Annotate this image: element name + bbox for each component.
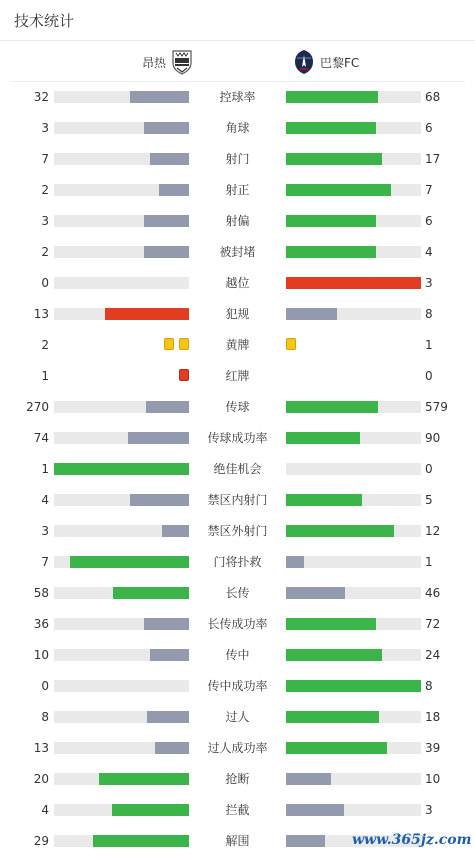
home-bar-fill (144, 246, 189, 258)
away-bar-fill (286, 122, 376, 134)
home-value: 58 (33, 586, 49, 600)
stat-row (0, 333, 475, 357)
stat-label: 拦截 (225, 803, 250, 817)
home-bar-fill (113, 587, 189, 599)
stat-label: 绝佳机会 (213, 462, 262, 476)
away-bar-fill (286, 91, 378, 103)
stat-label: 传中 (225, 648, 250, 662)
stat-row (0, 612, 475, 636)
stat-label: 传中成功率 (207, 679, 268, 693)
away-value: 3 (425, 276, 433, 290)
away-bar-fill (286, 804, 344, 816)
home-bar-track (54, 711, 189, 723)
stat-row (0, 209, 475, 233)
home-bar-track (54, 401, 189, 413)
home-bar-fill (150, 649, 189, 661)
home-bar-track (54, 618, 189, 630)
home-value: 4 (41, 803, 49, 817)
away-bar-fill (286, 773, 331, 785)
stat-row (0, 178, 475, 202)
stat-label: 传球 (225, 400, 250, 414)
stat-label: 过人 (225, 710, 250, 724)
away-bar-track (286, 494, 421, 506)
away-bar-track (286, 556, 421, 568)
section-header (0, 0, 475, 40)
home-bar-fill (130, 494, 189, 506)
home-bar-track (54, 91, 189, 103)
stat-label: 角球 (225, 121, 250, 135)
stat-row (0, 519, 475, 543)
stat-label: 传球成功率 (207, 431, 268, 445)
away-bar-fill (286, 432, 360, 444)
away-bar-fill (286, 215, 376, 227)
away-bar-track (286, 587, 421, 599)
stat-row (0, 767, 475, 791)
home-bar-track (54, 773, 189, 785)
away-bar-fill (286, 556, 304, 568)
stat-label: 射偏 (225, 214, 250, 228)
away-bar-fill (286, 308, 337, 320)
stat-row (0, 364, 475, 388)
away-bar-track (286, 153, 421, 165)
away-bar-fill (286, 277, 421, 289)
stat-label: 禁区外射门 (207, 524, 268, 538)
home-value: 3 (41, 524, 49, 538)
section-title: 技术统计 (14, 12, 75, 30)
away-bar-fill (286, 711, 379, 723)
away-value: 68 (425, 90, 441, 104)
away-team[interactable] (293, 49, 364, 75)
home-bar-track (54, 184, 189, 196)
stat-row (0, 705, 475, 729)
away-value: 17 (425, 152, 441, 166)
home-bar-fill (93, 835, 189, 847)
home-team-name: 昂热 (142, 55, 167, 70)
home-bar-fill (105, 308, 189, 320)
home-value: 2 (41, 183, 49, 197)
away-value: 0 (425, 462, 433, 476)
stat-row (0, 302, 475, 326)
home-bar-fill (144, 215, 189, 227)
teams-divider (10, 81, 465, 82)
away-bar-track (286, 680, 421, 692)
home-value: 7 (41, 555, 49, 569)
stat-row (0, 395, 475, 419)
away-bar-track (286, 463, 421, 475)
stat-row (0, 798, 475, 822)
home-value: 1 (41, 462, 49, 476)
stat-label: 被封堵 (219, 245, 256, 259)
away-bar-fill (286, 835, 325, 847)
stat-label: 长传成功率 (207, 617, 268, 631)
home-value: 3 (41, 214, 49, 228)
away-team-name: 巴黎FC (320, 55, 360, 70)
away-bar-fill (286, 742, 387, 754)
home-value: 74 (33, 431, 49, 445)
home-bar-track (54, 122, 189, 134)
home-bar-fill (70, 556, 189, 568)
away-bar-track (286, 91, 421, 103)
away-value: 10 (425, 772, 441, 786)
home-value: 29 (33, 834, 49, 848)
home-bar-track (54, 835, 189, 847)
stat-label: 射正 (225, 183, 250, 197)
home-team[interactable] (137, 49, 193, 75)
home-value: 4 (41, 493, 49, 507)
stat-row (0, 147, 475, 171)
away-value: 24 (425, 648, 441, 662)
home-bar-fill (159, 184, 189, 196)
away-bar-track (286, 184, 421, 196)
away-bar-track (286, 525, 421, 537)
away-bar-track (286, 432, 421, 444)
watermark: www.365jz.com (352, 832, 472, 848)
home-value: 2 (41, 338, 49, 352)
away-bar-fill (286, 246, 376, 258)
away-bar-fill (286, 525, 394, 537)
home-value: 32 (33, 90, 49, 104)
home-bar-track (54, 742, 189, 754)
home-value: 36 (33, 617, 49, 631)
away-bar-track (286, 711, 421, 723)
stat-row (0, 581, 475, 605)
away-value: 72 (425, 617, 441, 631)
away-bar-fill (286, 184, 391, 196)
stat-row (0, 736, 475, 760)
away-value: 6 (425, 121, 433, 135)
home-team-logo-icon (171, 49, 193, 75)
away-bar-fill (286, 618, 376, 630)
home-cards (159, 338, 189, 352)
home-value: 0 (41, 679, 49, 693)
home-value: 13 (33, 307, 49, 321)
home-bar-track (54, 153, 189, 165)
home-value: 13 (33, 741, 49, 755)
stat-label: 犯规 (225, 307, 250, 321)
home-bar-fill (112, 804, 189, 816)
away-value: 7 (425, 183, 433, 197)
stat-row (0, 85, 475, 109)
away-value: 12 (425, 524, 441, 538)
away-bar-track (286, 308, 421, 320)
home-bar-fill (146, 401, 189, 413)
away-bar-fill (286, 587, 345, 599)
away-cards (286, 338, 301, 352)
home-bar-track (54, 215, 189, 227)
stat-label: 长传 (225, 586, 250, 600)
home-bar-fill (99, 773, 189, 785)
away-value: 18 (425, 710, 441, 724)
away-value: 4 (425, 245, 433, 259)
away-value: 3 (425, 803, 433, 817)
red-card-icon (179, 369, 189, 381)
home-value: 2 (41, 245, 49, 259)
away-bar-track (286, 649, 421, 661)
home-bar-fill (147, 711, 189, 723)
home-value: 10 (33, 648, 49, 662)
home-value: 8 (41, 710, 49, 724)
stat-row (0, 116, 475, 140)
home-value: 20 (33, 772, 49, 786)
yellow-card-icon (164, 338, 174, 350)
home-bar-track (54, 308, 189, 320)
stat-row (0, 271, 475, 295)
away-bar-fill (286, 680, 421, 692)
home-bar-track (54, 246, 189, 258)
home-bar-track (54, 556, 189, 568)
home-cards (174, 369, 189, 383)
away-value: 5 (425, 493, 433, 507)
stat-label: 黄牌 (225, 338, 250, 352)
home-bar-track (54, 494, 189, 506)
away-bar-track (286, 773, 421, 785)
away-value: 90 (425, 431, 441, 445)
home-bar-fill (144, 122, 189, 134)
stat-label: 门将扑救 (213, 555, 262, 569)
away-bar-track (286, 804, 421, 816)
stat-label: 射门 (225, 152, 250, 166)
away-bar-track (286, 618, 421, 630)
home-bar-fill (144, 618, 189, 630)
stat-row (0, 457, 475, 481)
stat-label: 红牌 (225, 369, 250, 383)
home-bar-track (54, 587, 189, 599)
away-value: 1 (425, 555, 433, 569)
home-value: 7 (41, 152, 49, 166)
away-team-logo-icon (293, 49, 315, 75)
home-value: 270 (26, 400, 49, 414)
stat-row (0, 240, 475, 264)
away-bar-track (286, 122, 421, 134)
away-bar-track (286, 215, 421, 227)
yellow-card-icon (286, 338, 296, 350)
stat-label: 解围 (225, 834, 250, 848)
away-bar-fill (286, 649, 382, 661)
stat-row (0, 488, 475, 512)
home-bar-fill (54, 463, 189, 475)
home-bar-track (54, 463, 189, 475)
away-bar-track (286, 742, 421, 754)
home-bar-fill (130, 91, 189, 103)
home-bar-fill (150, 153, 189, 165)
away-value: 8 (425, 307, 433, 321)
stat-label: 过人成功率 (207, 741, 268, 755)
home-bar-track (54, 277, 189, 289)
home-bar-track (54, 649, 189, 661)
away-value: 0 (425, 369, 433, 383)
stat-label: 控球率 (219, 90, 256, 104)
away-value: 46 (425, 586, 441, 600)
stat-row (0, 426, 475, 450)
away-bar-fill (286, 153, 382, 165)
team-header (0, 41, 475, 81)
stat-label: 抢断 (225, 772, 250, 786)
stat-label: 越位 (225, 276, 250, 290)
stat-label: 禁区内射门 (207, 493, 268, 507)
away-value: 579 (425, 400, 448, 414)
away-value: 8 (425, 679, 433, 693)
away-bar-track (286, 246, 421, 258)
home-bar-track (54, 680, 189, 692)
away-value: 39 (425, 741, 441, 755)
stat-row (0, 674, 475, 698)
home-value: 3 (41, 121, 49, 135)
away-bar-fill (286, 401, 378, 413)
away-bar-track (286, 277, 421, 289)
away-value: 6 (425, 214, 433, 228)
yellow-card-icon (179, 338, 189, 350)
home-bar-track (54, 804, 189, 816)
away-bar-track (286, 401, 421, 413)
home-bar-track (54, 432, 189, 444)
home-bar-fill (155, 742, 189, 754)
away-bar-fill (286, 494, 362, 506)
home-bar-fill (128, 432, 189, 444)
home-bar-fill (162, 525, 189, 537)
stat-row (0, 643, 475, 667)
home-value: 1 (41, 369, 49, 383)
home-bar-track (54, 525, 189, 537)
stat-row (0, 550, 475, 574)
away-value: 1 (425, 338, 433, 352)
home-value: 0 (41, 276, 49, 290)
